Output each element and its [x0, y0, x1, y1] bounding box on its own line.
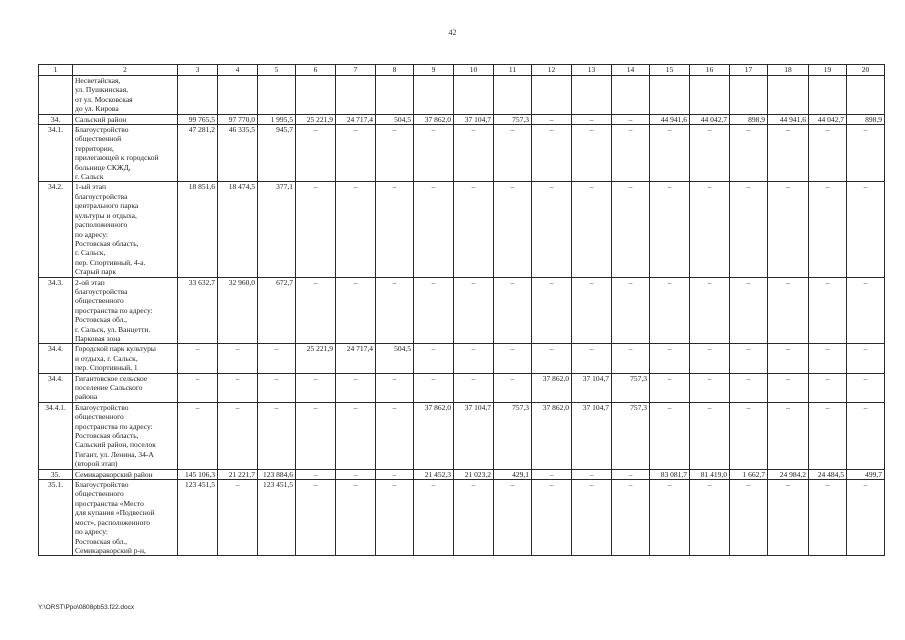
value-cell: – [494, 344, 532, 373]
value-cell: 24 717,4 [336, 114, 376, 124]
column-number: 7 [336, 65, 376, 76]
value-cell: – [690, 125, 730, 182]
value-cell: – [809, 480, 847, 556]
table-body [39, 65, 885, 556]
value-cell: – [809, 402, 847, 469]
value-cell: 37 862,0 [532, 373, 572, 402]
value-cell: – [690, 402, 730, 469]
value-cell: 44 941,6 [768, 114, 809, 124]
value-cell: – [414, 125, 454, 182]
value-cell: – [847, 480, 885, 556]
row-number: 34.4. [39, 344, 73, 373]
value-cell: – [809, 125, 847, 182]
value-cell: 898,9 [730, 114, 768, 124]
value-cell: 47 281,2 [178, 125, 218, 182]
value-cell: – [650, 480, 690, 556]
value-cell: 757,3 [494, 402, 532, 469]
value-cell: – [612, 182, 650, 277]
value-cell: – [414, 480, 454, 556]
column-number: 11 [494, 65, 532, 76]
value-cell: 37 104,7 [572, 373, 612, 402]
value-cell: – [532, 469, 572, 479]
value-cell: – [414, 182, 454, 277]
value-cell: 18 474,5 [218, 182, 258, 277]
value-cell: 504,5 [376, 114, 414, 124]
value-cell: – [218, 480, 258, 556]
value-cell: – [730, 480, 768, 556]
row-number: 34.1. [39, 125, 73, 182]
value-cell: – [768, 373, 809, 402]
value-cell: – [690, 373, 730, 402]
row-number [39, 76, 73, 115]
table-row [39, 373, 885, 402]
value-cell: – [376, 480, 414, 556]
value-cell: – [768, 182, 809, 277]
column-number: 14 [612, 65, 650, 76]
row-number: 34.2. [39, 182, 73, 277]
value-cell: 21 221,7 [218, 469, 258, 479]
value-cell [690, 76, 730, 115]
value-cell: – [414, 277, 454, 344]
value-cell: – [612, 114, 650, 124]
value-cell [768, 76, 809, 115]
column-number-row [39, 65, 885, 76]
table-row [39, 277, 885, 344]
value-cell: – [650, 182, 690, 277]
value-cell: 32 960,0 [218, 277, 258, 344]
value-cell [612, 76, 650, 115]
value-cell [414, 76, 454, 115]
value-cell: – [650, 373, 690, 402]
value-cell [336, 76, 376, 115]
value-cell: 757,3 [612, 373, 650, 402]
value-cell: 504,5 [376, 344, 414, 373]
value-cell: – [532, 277, 572, 344]
value-cell: 37 862,0 [532, 402, 572, 469]
value-cell: – [178, 402, 218, 469]
value-cell: 44 941,6 [650, 114, 690, 124]
value-cell: 945,7 [258, 125, 296, 182]
row-name: Благоустройство общественной территории, прилегающей к городской больнице СКЖД, г. Сальск [73, 125, 178, 182]
row-name: Городской парк культуры и отдыха, г. Сальск, пер. Спортивный, 1 [73, 344, 178, 373]
value-cell: – [532, 182, 572, 277]
column-number: 15 [650, 65, 690, 76]
value-cell: 99 765,5 [178, 114, 218, 124]
column-number: 10 [454, 65, 494, 76]
value-cell: – [296, 182, 336, 277]
table-row [39, 480, 885, 556]
value-cell [258, 76, 296, 115]
value-cell: – [336, 469, 376, 479]
value-cell [730, 76, 768, 115]
table-row [39, 76, 885, 115]
value-cell: – [572, 182, 612, 277]
value-cell: – [454, 277, 494, 344]
value-cell: 145 106,3 [178, 469, 218, 479]
value-cell: – [612, 480, 650, 556]
file-path-footer: Y:\ORST\Ppo\0808pb53.f22.docx [38, 604, 135, 611]
value-cell: – [376, 402, 414, 469]
value-cell: – [768, 480, 809, 556]
value-cell: 1 662,7 [730, 469, 768, 479]
row-name: Несветайская, ул. Пушкинская, от ул. Московская до ул. Кирова [73, 76, 178, 115]
row-number: 34.3. [39, 277, 73, 344]
value-cell: – [178, 344, 218, 373]
table-row [39, 344, 885, 373]
value-cell [178, 76, 218, 115]
value-cell: – [296, 480, 336, 556]
row-name: Сальский район [73, 114, 178, 124]
value-cell: – [768, 402, 809, 469]
value-cell: – [768, 344, 809, 373]
page-number: 42 [448, 28, 457, 37]
column-number: 9 [414, 65, 454, 76]
value-cell: – [847, 344, 885, 373]
value-cell: – [414, 373, 454, 402]
value-cell: – [572, 114, 612, 124]
value-cell: 18 851,6 [178, 182, 218, 277]
value-cell: 499,7 [847, 469, 885, 479]
value-cell: – [532, 480, 572, 556]
value-cell: – [690, 344, 730, 373]
table-row [39, 114, 885, 124]
value-cell [650, 76, 690, 115]
value-cell: – [454, 480, 494, 556]
value-cell: – [336, 125, 376, 182]
value-cell: 21 452,3 [414, 469, 454, 479]
value-cell [847, 76, 885, 115]
value-cell: – [178, 373, 218, 402]
value-cell: 37 104,7 [572, 402, 612, 469]
value-cell: – [612, 469, 650, 479]
value-cell: – [690, 480, 730, 556]
value-cell: 24 484,5 [809, 469, 847, 479]
value-cell: – [650, 277, 690, 344]
value-cell: 1 995,5 [258, 114, 296, 124]
value-cell: – [414, 344, 454, 373]
value-cell: – [650, 344, 690, 373]
value-cell: – [768, 125, 809, 182]
value-cell: – [809, 277, 847, 344]
value-cell: 898,9 [847, 114, 885, 124]
value-cell: – [454, 182, 494, 277]
column-number: 6 [296, 65, 336, 76]
value-cell: – [494, 182, 532, 277]
row-number: 34. [39, 114, 73, 124]
value-cell: – [376, 125, 414, 182]
value-cell: – [730, 182, 768, 277]
value-cell: – [809, 182, 847, 277]
value-cell: 25 221,9 [296, 114, 336, 124]
value-cell: – [690, 277, 730, 344]
value-cell: – [612, 277, 650, 344]
value-cell: – [296, 469, 336, 479]
value-cell: – [336, 402, 376, 469]
value-cell: 37 862,0 [414, 402, 454, 469]
value-cell: 672,7 [258, 277, 296, 344]
column-number: 17 [730, 65, 768, 76]
value-cell: – [572, 480, 612, 556]
table-row [39, 182, 885, 277]
value-cell: – [650, 402, 690, 469]
value-cell: – [218, 344, 258, 373]
value-cell: 44 042,7 [690, 114, 730, 124]
value-cell: – [296, 373, 336, 402]
value-cell: 25 221,9 [296, 344, 336, 373]
value-cell: 21 023,2 [454, 469, 494, 479]
row-name: Благоустройство общественного пространства по адресу: Ростовская область, Сальский район, поселок Гигант, ул. Ленина, 34-А (второй этап) [73, 402, 178, 469]
value-cell: 37 104,7 [454, 114, 494, 124]
value-cell: 37 862,0 [414, 114, 454, 124]
value-cell: – [336, 277, 376, 344]
column-number: 2 [73, 65, 178, 76]
value-cell: – [809, 373, 847, 402]
value-cell: 81 419,0 [690, 469, 730, 479]
column-number: 4 [218, 65, 258, 76]
value-cell: – [376, 373, 414, 402]
row-name: Гигантовское сельское поселение Сальского района [73, 373, 178, 402]
column-number: 12 [532, 65, 572, 76]
value-cell: 757,3 [612, 402, 650, 469]
value-cell: – [454, 344, 494, 373]
row-number: 34.4. [39, 373, 73, 402]
value-cell: – [847, 402, 885, 469]
value-cell: – [296, 277, 336, 344]
value-cell: – [572, 469, 612, 479]
value-cell: – [296, 402, 336, 469]
value-cell: – [376, 469, 414, 479]
table-row [39, 469, 885, 479]
value-cell [809, 76, 847, 115]
table-row [39, 402, 885, 469]
column-number: 13 [572, 65, 612, 76]
value-cell: 33 632,7 [178, 277, 218, 344]
value-cell: – [494, 480, 532, 556]
value-cell: 429,1 [494, 469, 532, 479]
value-cell: – [494, 125, 532, 182]
value-cell: – [532, 114, 572, 124]
value-cell: – [218, 402, 258, 469]
value-cell: 97 770,0 [218, 114, 258, 124]
column-number: 18 [768, 65, 809, 76]
budget-table [38, 64, 885, 556]
value-cell: – [336, 373, 376, 402]
value-cell: – [847, 373, 885, 402]
value-cell: – [809, 344, 847, 373]
column-number: 16 [690, 65, 730, 76]
value-cell: 123 451,5 [178, 480, 218, 556]
value-cell: 37 104,7 [454, 402, 494, 469]
value-cell: – [847, 125, 885, 182]
value-cell [494, 76, 532, 115]
value-cell: – [494, 277, 532, 344]
value-cell: – [336, 182, 376, 277]
column-number: 1 [39, 65, 73, 76]
value-cell: – [454, 125, 494, 182]
value-cell: 83 081,7 [650, 469, 690, 479]
row-name: 2-ой этап благоустройства общественного пространства по адресу: Ростовская обл., г. Сальск, ул. Ванцетти. Парковая зона [73, 277, 178, 344]
value-cell: – [730, 402, 768, 469]
table-row [39, 125, 885, 182]
value-cell: 123 884,6 [258, 469, 296, 479]
value-cell: – [258, 344, 296, 373]
value-cell [572, 76, 612, 115]
value-cell: – [572, 277, 612, 344]
value-cell: 757,3 [494, 114, 532, 124]
value-cell: – [258, 373, 296, 402]
value-cell [532, 76, 572, 115]
value-cell: – [730, 277, 768, 344]
row-number: 34.4.1. [39, 402, 73, 469]
value-cell: – [690, 182, 730, 277]
value-cell: – [847, 277, 885, 344]
value-cell: – [730, 373, 768, 402]
value-cell: – [494, 373, 532, 402]
value-cell: – [218, 373, 258, 402]
column-number: 8 [376, 65, 414, 76]
column-number: 20 [847, 65, 885, 76]
value-cell: – [730, 344, 768, 373]
value-cell: 24 984,2 [768, 469, 809, 479]
value-cell: – [532, 125, 572, 182]
value-cell: – [454, 373, 494, 402]
column-number: 3 [178, 65, 218, 76]
value-cell: – [650, 125, 690, 182]
row-number: 35.1. [39, 480, 73, 556]
column-number: 5 [258, 65, 296, 76]
value-cell: 123 451,5 [258, 480, 296, 556]
column-number: 19 [809, 65, 847, 76]
value-cell [454, 76, 494, 115]
value-cell: – [768, 277, 809, 344]
row-name: 1-ый этап благоустройства центрального парка культуры и отдыха, расположенного по адресу: Ростовская область, г. Сальск, пер. Спортивный, 4-а. Старый парк [73, 182, 178, 277]
value-cell: – [258, 402, 296, 469]
value-cell: – [612, 125, 650, 182]
value-cell: 24 717,4 [336, 344, 376, 373]
row-name: Благоустройство общественного пространства «Место для купания «Подвесной мост», расположенного по адресу: Ростовская обл., Семикаракорский р-н, [73, 480, 178, 556]
value-cell [376, 76, 414, 115]
value-cell: – [730, 125, 768, 182]
value-cell: – [612, 344, 650, 373]
row-number: 35. [39, 469, 73, 479]
value-cell [296, 76, 336, 115]
value-cell: 46 335,5 [218, 125, 258, 182]
value-cell: 377,1 [258, 182, 296, 277]
value-cell: – [296, 125, 336, 182]
value-cell: – [336, 480, 376, 556]
value-cell: – [532, 344, 572, 373]
value-cell [218, 76, 258, 115]
value-cell: – [847, 182, 885, 277]
value-cell: 44 042,7 [809, 114, 847, 124]
value-cell: – [572, 344, 612, 373]
value-cell: – [376, 277, 414, 344]
value-cell: – [572, 125, 612, 182]
value-cell: – [376, 182, 414, 277]
row-name: Семикаракорский район [73, 469, 178, 479]
